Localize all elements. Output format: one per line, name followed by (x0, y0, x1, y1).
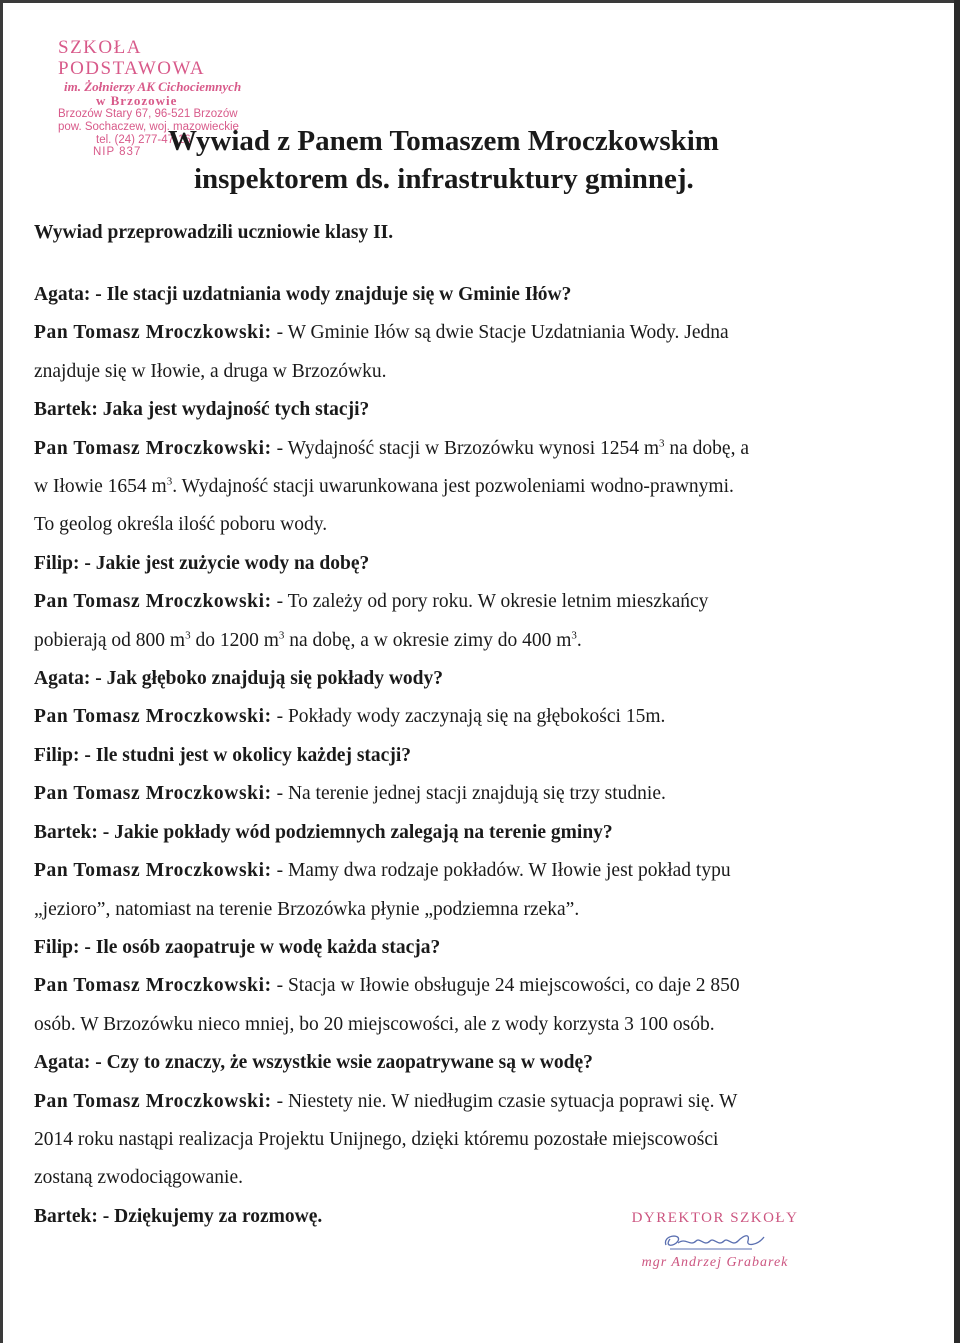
answer-speaker: Pan Tomasz Mroczkowski: (34, 591, 272, 613)
answer-3-cont: pobierają od 800 $m^3$ do 1200 $m^3$ na dobę, a w okresie zimy do 400 $m^3$. (34, 629, 582, 651)
answer-5: Pan Tomasz Mroczkowski: - Na terenie jednej stacji znajdują się trzy studnie. (34, 783, 666, 805)
answer-3: Pan Tomasz Mroczkowski: - To zależy od pory roku. W okresie letnim mieszkańcy (34, 591, 709, 613)
answer-4: Pan Tomasz Mroczkowski: - Pokłady wody zaczynają się na głębokości 15m. (34, 706, 666, 728)
answer-6-cont: „jezioro”, natomiast na terenie Brzozówka płynie „podziemna rzeka”. (34, 898, 580, 920)
superscript: 3 (185, 629, 191, 642)
superscript: 3 (166, 475, 173, 488)
interview-body (34, 276, 854, 1236)
scan-border-top (0, 0, 960, 3)
stamp-school-name: SZKOŁA PODSTAWOWA (58, 37, 206, 79)
answer-speaker: Pan Tomasz Mroczkowski: (34, 322, 272, 344)
answer-speaker: Pan Tomasz Mroczkowski: (34, 975, 272, 997)
stamp-nip: NIP 837 (93, 146, 142, 159)
answer-speaker: Pan Tomasz Mroczkowski: (34, 783, 272, 805)
page-title (168, 122, 868, 198)
closing-line: Bartek: - Dziękujemy za rozmowę. (34, 1205, 323, 1227)
answer-2: Pan Tomasz Mroczkowski: - Wydajność stacji w Brzozówku wynosi 1254 $m^3$ na dobę, a (34, 437, 749, 459)
signature-title: DYREKTOR SZKOŁY (631, 1210, 799, 1226)
answer-2-cont: w Iłowie 1654 $m^3$. Wydajność stacji uwarunkowana jest pozwoleniami wodno-prawnymi. (34, 475, 734, 498)
question-1: Agata: - Ile stacji uzdatniania wody znajduje się w Gminie Iłów? (34, 284, 572, 305)
stamp-address: Brzozów Stary 67, 96-521 Brzozów (58, 108, 238, 121)
question-3: Filip: - Jakie jest zużycie wody na dobę? (34, 552, 370, 574)
answer-1: Pan Tomasz Mroczkowski: - W Gminie Iłów są dwie Stacje Uzdatniania Wody. Jedna (34, 322, 729, 344)
answer-7: Pan Tomasz Mroczkowski: - Stacja w Iłowie obsługuje 24 miejscowości, co daje 2 850 (34, 975, 740, 997)
title-line-2: inspektorem ds. infrastruktury gminnej. (194, 163, 694, 195)
question-2: Bartek: Jaka jest wydajność tych stacji? (34, 399, 370, 421)
question-8: Agata: - Czy to znaczy, że wszystkie wsie zaopatrywane są w wodę? (34, 1052, 593, 1074)
question-4: Agata: - Jak głęboko znajdują się pokłady wody? (34, 668, 444, 690)
question-5: Filip: - Ile studni jest w okolicy każdej stacji? (34, 744, 411, 766)
answer-speaker: Pan Tomasz Mroczkowski: (34, 1090, 272, 1112)
answer-speaker: Pan Tomasz Mroczkowski: (34, 437, 272, 459)
scan-border-left (0, 0, 3, 1343)
answer-2-cont: To geolog określa ilość poboru wody. (34, 514, 328, 536)
answer-6: Pan Tomasz Mroczkowski: - Mamy dwa rodzaje pokładów. W Iłowie jest pokład typu (34, 860, 731, 882)
answer-8: Pan Tomasz Mroczkowski: - Niestety nie. W niedługim czasie sytuacja poprawi się. W (34, 1090, 738, 1112)
handwritten-signature (660, 1229, 770, 1253)
stamp-patron: im. Żołnierzy AK Cichociemnych (64, 78, 242, 94)
superscript: 3 (659, 437, 665, 450)
question-6: Bartek: - Jakie pokłady wód podziemnych zalegają na terenie gminy? (34, 821, 613, 843)
answer-1-cont: znajduje się w Iłowie, a druga w Brzozówku. (34, 360, 387, 382)
answer-speaker: Pan Tomasz Mroczkowski: (34, 706, 272, 728)
answer-7-cont: osób. W Brzozówku nieco mniej, bo 20 miejscowości, ale z wody korzysta 3 100 osób. (34, 1013, 715, 1035)
answer-8-cont: 2014 roku nastąpi realizacja Projektu Unijnego, dzięki któremu pozostałe miejscowości (34, 1128, 719, 1150)
title-line-1: Wywiad z Panem Tomaszem Mroczkowskim (168, 125, 719, 157)
signature-name: mgr Andrzej Grabarek (641, 1255, 789, 1270)
stamp-phone: tel. (24) 277-47-16 (96, 133, 191, 146)
superscript: 3 (571, 629, 577, 642)
stamp-county: pow. Sochaczew, woj. mazowieckie (58, 121, 239, 134)
answer-8-cont: zostaną zwodociągowanie. (34, 1167, 243, 1189)
superscript: 3 (278, 629, 285, 642)
director-signature-stamp (610, 1210, 820, 1271)
interview-intro: Wywiad przeprowadzili uczniowie klasy II. (34, 222, 394, 243)
stamp-town: w Brzozowie (96, 93, 178, 109)
question-7: Filip: - Ile osób zaopatruje w wodę każda stacja? (34, 936, 441, 958)
scan-border-right (954, 0, 960, 1343)
answer-speaker: Pan Tomasz Mroczkowski: (34, 860, 272, 882)
